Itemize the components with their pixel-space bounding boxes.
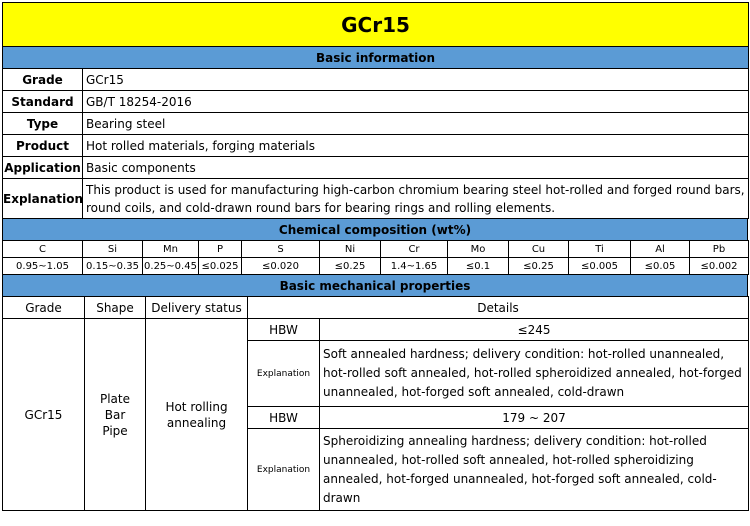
explanation-value: This product is used for manufacturing high-carbon chromium bearing steel hot-rolled and forged round bars, round coils, and cold-drawn round bars for bearing rings and rolling elements.: [83, 179, 749, 219]
element-value: ≤0.25: [509, 258, 569, 275]
col-grade: Grade: [3, 297, 85, 319]
delivery-line: Hot rolling: [165, 399, 228, 414]
element-name: Si: [83, 241, 143, 258]
detail-label: Explanation: [248, 429, 320, 511]
detail-label: HBW: [248, 319, 320, 341]
element-name: C: [3, 241, 83, 258]
delivery-status-value: [146, 319, 248, 511]
type-label: Type: [3, 113, 83, 135]
shape-list: [85, 319, 146, 511]
shape-item: Bar: [104, 407, 126, 422]
shape-item: Plate: [99, 391, 130, 406]
product-value: Hot rolled materials, forging materials: [83, 135, 749, 157]
detail-label: Explanation: [248, 341, 320, 407]
product-label: Product: [3, 135, 83, 157]
grade-label: Grade: [3, 69, 83, 91]
application-value: Basic components: [83, 157, 749, 179]
shape-item: Pipe: [102, 423, 128, 438]
element-name: Mn: [143, 241, 199, 258]
basic-row: [3, 157, 749, 179]
element-value: ≤0.020: [242, 258, 320, 275]
page-title: GCr15: [3, 3, 749, 47]
col-delivery-status: Delivery status: [146, 297, 248, 319]
mechanical-table: [2, 296, 749, 511]
element-value: 0.95~1.05: [3, 258, 83, 275]
element-value: 0.25~0.45: [143, 258, 199, 275]
spec-table: [2, 2, 749, 69]
spec-sheet: [2, 2, 748, 511]
element-value: 1.4~1.65: [381, 258, 448, 275]
chemical-header: Chemical composition (wt%): [3, 219, 748, 241]
detail-label: HBW: [248, 407, 320, 429]
basic-info-header: Basic information: [3, 47, 749, 69]
detail-value: ≤245: [320, 319, 749, 341]
element-name: Cr: [381, 241, 448, 258]
detail-value: Spheroidizing annealing hardness; delivery condition: hot-rolled unannealed, hot-rolled soft annealed, hot-rolled spheroidizing annealed, hot-forged unannealed, hot-forged soft annealed, cold-drawn: [320, 429, 749, 511]
standard-value: GB/T 18254-2016: [83, 91, 749, 113]
basic-row: [3, 135, 749, 157]
chemical-table: [2, 240, 749, 275]
element-value: ≤0.005: [569, 258, 631, 275]
basic-row: [3, 113, 749, 135]
element-name: Pb: [690, 241, 749, 258]
element-value: 0.15~0.35: [83, 258, 143, 275]
mechanical-header-table: [2, 274, 748, 297]
type-value: Bearing steel: [83, 113, 749, 135]
mechanical-header-row: [3, 297, 749, 319]
standard-label: Standard: [3, 91, 83, 113]
element-value: ≤0.05: [631, 258, 690, 275]
basic-row: [3, 69, 749, 91]
mech-grade-value: GCr15: [3, 319, 85, 511]
chemical-header-table: [2, 218, 748, 241]
element-value: ≤0.1: [448, 258, 509, 275]
delivery-line: annealing: [166, 415, 227, 430]
col-details: Details: [248, 297, 749, 319]
application-label: Application: [3, 157, 83, 179]
col-shape: Shape: [85, 297, 146, 319]
grade-value: GCr15: [83, 69, 749, 91]
explanation-label: Explanation: [3, 179, 83, 219]
basic-row: [3, 91, 749, 113]
basic-row: [3, 179, 749, 219]
element-name: Mo: [448, 241, 509, 258]
chemical-element-row: [3, 241, 749, 258]
basic-info-table: [2, 68, 749, 219]
detail-value: 179 ~ 207: [320, 407, 749, 429]
element-name: Ni: [320, 241, 381, 258]
element-name: Al: [631, 241, 690, 258]
chemical-value-row: [3, 258, 749, 275]
element-name: P: [199, 241, 242, 258]
element-name: S: [242, 241, 320, 258]
mechanical-header: Basic mechanical properties: [3, 275, 748, 297]
element-name: Ti: [569, 241, 631, 258]
element-value: ≤0.25: [320, 258, 381, 275]
element-name: Cu: [509, 241, 569, 258]
element-value: ≤0.025: [199, 258, 242, 275]
detail-value: Soft annealed hardness; delivery condition: hot-rolled unannealed, hot-rolled soft annealed, hot-rolled spheroidized annealed, hot-forged unannealed, hot-forged soft annealed, cold-drawn: [320, 341, 749, 407]
element-value: ≤0.002: [690, 258, 749, 275]
details-row: [3, 319, 749, 341]
